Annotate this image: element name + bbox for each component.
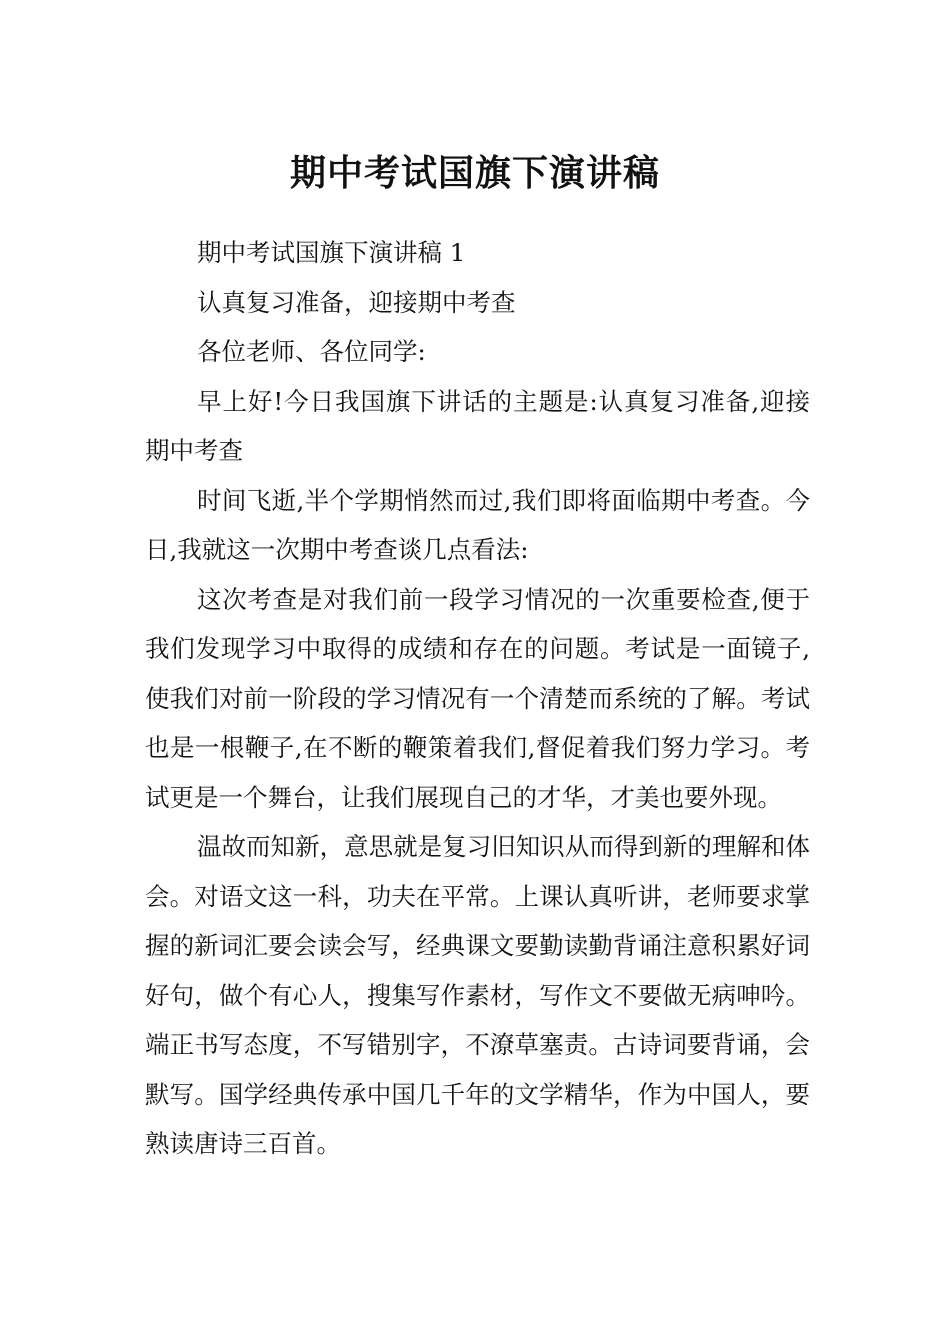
paragraph-greeting: 各位老师、各位同学:: [197, 337, 426, 366]
paragraph-time: 时间飞逝,半个学期悄然而过,我们即将面临期中考查。今日,我就这一次期中考查谈几点看法:: [145, 485, 810, 564]
paragraph-intro: 早上好!今日我国旗下讲话的主题是:认真复习准备,迎接期中考查: [145, 386, 810, 465]
paragraph-theme: 认真复习准备，迎接期中考查: [197, 287, 516, 317]
document-title: 期中考试国旗下演讲稿: [289, 153, 660, 195]
document-body: [145, 228, 810, 1169]
paragraph-exam-meaning: 这次考查是对我们前一段学习情况的一次重要检查,便于我们发现学习中取得的成绩和存在的问题。考试是一面镜子,使我们对前一阶段的学习情况有一个清楚而系统的了解。考试也是一根鞭子,在不断的鞭策着我们,督促着我们努力学习。考试更是一个舞台，让我们展现自己的才华，才美也要外现。: [145, 584, 810, 812]
paragraph-review-method: 温故而知新，意思就是复习旧知识从而得到新的理解和体会。对语文这一科，功夫在平常。上课认真听讲，老师要求掌握的新词汇要会读会写，经典课文要勤读勤背诵注意积累好词好句，做个有心人，搜集写作素材，写作文不要做无病呻吟。端正书写态度，不写错别字，不潦草塞责。古诗词要背诵，会默写。国学经典传承中国几千年的文学精华，作为中国人，要熟读唐诗三百首。: [145, 832, 810, 1158]
paragraph-subtitle: 期中考试国旗下演讲稿 1: [197, 238, 466, 267]
